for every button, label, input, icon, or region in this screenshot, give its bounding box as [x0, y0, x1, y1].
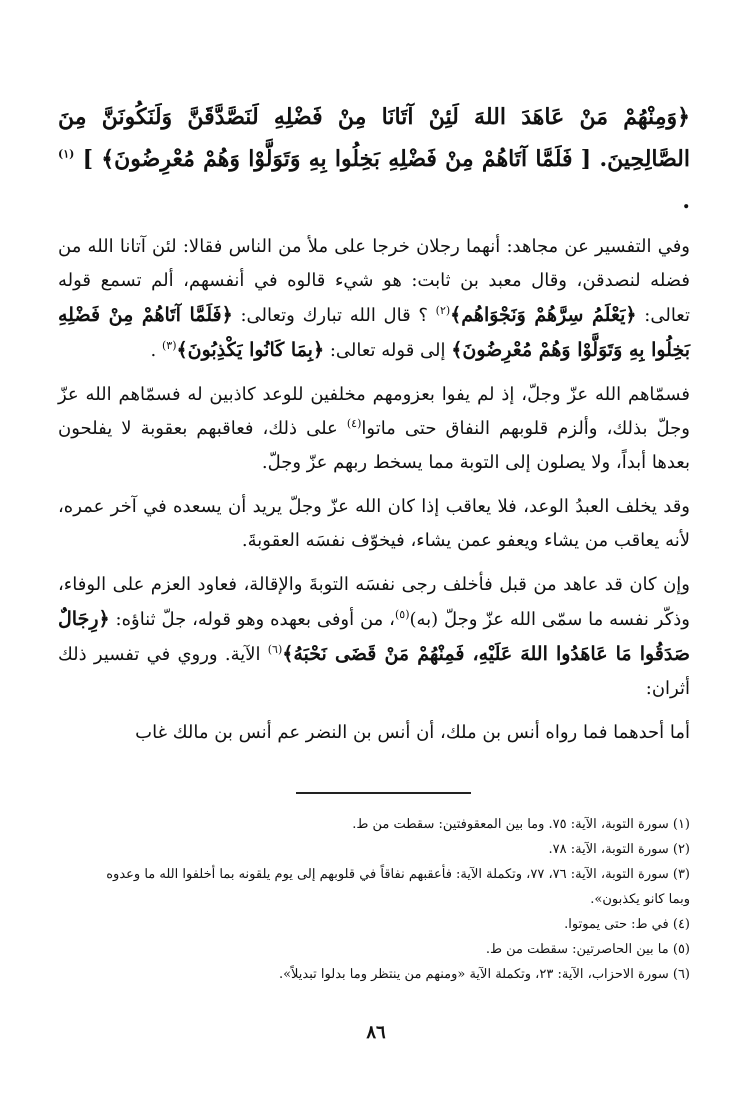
paragraph-repentance	[58, 568, 690, 706]
para3-text: وقد يخلف العبدُ الوعد، فلا يعاقب إذا كان الله عزّ وجلّ يريد أن يسعده في آخر عمره، لأنه يعاقب من يشاء ويعفو عمن يشاء، فيخوّف نفسَه العقوبةَ.	[58, 496, 690, 551]
verse-end: .	[682, 188, 690, 214]
para1-text: وفي التفسير عن مجاهد: أنهما رجلان خرجا على ملأ من الناس فقالا: لئن آتانا الله من فضله لنصدقن، وقال معبد بن ثابت: هو شيء قالوه في أنفسهم، ألم تسمع قوله تعالى:	[58, 236, 690, 326]
paragraph-anas	[58, 716, 690, 750]
para5-text: أما أحدهما فما رواه أنس بن ملك، أن أنس بن النضر عم أنس بن مالك غاب	[135, 722, 690, 743]
para2-text1: فسمّاهم الله عزّ وجلّ، إذ لم يفوا بعزومهم مخلفين للوعد كاذبين له فسمّاهم الله عزّ وجلّ بذلك، وألزم قلوبهم النفاق حتى ماتوا	[58, 384, 690, 439]
paragraph-naming	[58, 378, 690, 480]
quran-quote-4: ﴿رِجَالٌ صَدَقُوا مَا عَاهَدُوا اللهَ عَلَيْهِ، فَمِنْهُمْ مَنْ قَضَى نَحْبَهُ﴾	[58, 608, 690, 665]
footnote-6: (٦) سورة الاحزاب، الآية: ٢٣، وتكملة الآية «ومنهم من ينتظر وما بدلوا تبديلاً».	[278, 967, 690, 982]
footnote-ref-1: (١)	[58, 147, 75, 161]
quran-verse-block	[58, 96, 690, 222]
footnote-3: (٣) سورة التوبة، الآية: ٧٦، ٧٧، وتكملة الآية: فأعقبهم نفاقاً في قلوبهم إلى يوم يلقونه بما أخلفوا الله ما وعدوه وبما كانو يكذبون».	[106, 867, 690, 907]
para4-text3: الآية. وروي في تفسير ذلك أثران:	[58, 644, 690, 699]
para4-text1: وإن كان قد عاهد من قبل فأخلف رجى نفسَه التوبةَ والإقالة، فعاود العزم على الوفاء، وذكّر نفسه ما سمّى الله عزّ وجلّ (به)	[58, 574, 690, 630]
footnote-ref-4: (٤)	[346, 417, 362, 430]
footnote-ref-5: (٥)	[394, 608, 410, 621]
quran-quote-1: ﴿يَعْلَمُ سِرَّهُمْ وَنَجْوَاهُم﴾	[450, 304, 637, 326]
footnote-divider	[296, 792, 471, 794]
footnote-ref-6: (٦)	[267, 643, 283, 656]
para1-mid2: إلى قوله تعالى:	[324, 340, 452, 361]
page-number: ٨٦	[366, 1022, 386, 1043]
paragraph-broken-promise	[58, 490, 690, 558]
para1-mid: ؟ قال الله تبارك وتعالى:	[232, 305, 436, 326]
verse-text: ﴿وَمِنْهُمْ مَنْ عَاهَدَ اللهَ لَئِنْ آتَانَا مِنْ فَضْلِهِ لَنَصَّدَّقَنَّ وَلَنَكُونَنَّ مِنَ الصَّالِحِينَ. [ فَلَمَّا آتَاهُمْ مِنْ فَضْلِهِ بَخِلُوا بِهِ وَتَوَلَّوْا وَهُمْ مُعْرِضُونَ﴾ ]	[58, 104, 690, 172]
para4-text2: ، من أوفى بعهده وهو قوله، جلّ ثناؤه:	[109, 609, 395, 630]
footnote-1: (١) سورة التوبة، الآية: ٧٥. وما بين المعقوفتين: سقطت من ط.	[352, 817, 690, 832]
quran-quote-2: ﴿فَلَمَّا آتَاهُمْ مِنْ فَضْلِهِ بَخِلُوا بِهِ وَتَوَلَّوْا وَهُمْ مُعْرِضُونَ﴾	[58, 304, 690, 361]
footnote-ref-3: (٣)	[162, 339, 177, 352]
quran-quote-3: ﴿بِمَا كَانُوا يَكْذِبُونَ﴾	[176, 339, 325, 361]
paragraph-tafsir-mujahid	[58, 230, 690, 368]
footnote-4: (٤) في ط: حتى يموتوا.	[564, 917, 690, 932]
para1-end: .	[150, 340, 162, 361]
footnote-5: (٥) ما بين الحاصرتين: سقطت من ط.	[485, 942, 690, 957]
para2-text2: على ذلك، فعاقبهم بعقوبة لا يفلحون بعدها أبداً، ولا يصلون إلى التوبة مما يسخط ربهم عزّ وجلّ.	[58, 418, 690, 473]
footnote-2: (٢) سورة التوبة، الآية: ٧٨.	[548, 842, 690, 857]
footnotes	[82, 812, 690, 987]
footnote-ref-2: (٢)	[435, 304, 451, 317]
